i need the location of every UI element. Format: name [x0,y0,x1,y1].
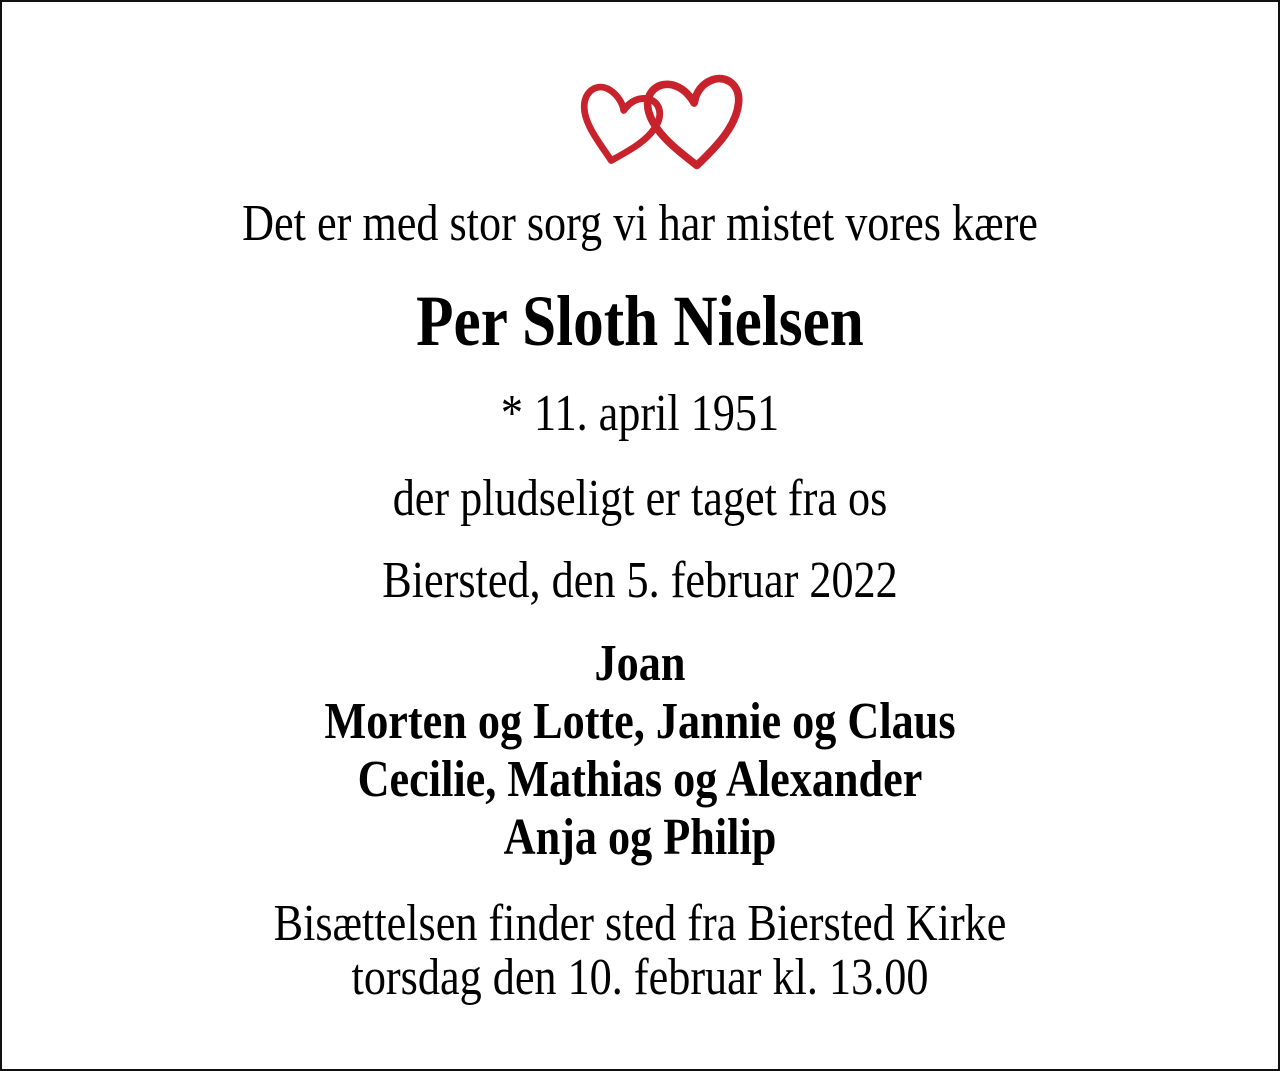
funeral-info-line: Bisættelsen finder sted fra Biersted Kirke [273,894,1007,952]
hearts-stroke-group [572,77,745,170]
intertwined-hearts-icon [562,58,762,173]
family-names-line: Anja og Philip [503,808,777,866]
circumstance-line: der pludseligt er taget fra os [392,469,888,527]
family-names-line: Cecilie, Mathias og Alexander [357,750,923,808]
family-names-line: Joan [594,634,686,692]
deceased-name: Per Sloth Nielsen [416,280,864,361]
funeral-info-block [98,894,1183,1007]
funeral-info-line: torsdag den 10. februar kl. 13.00 [351,949,929,1007]
intro-line: Det er med stor sorg vi har mistet vores kære [242,195,1038,252]
birth-date-line: * 11. april 1951 [500,385,780,443]
left-heart-lobe-overlap [622,94,663,125]
family-names-line: Morten og Lotte, Jannie og Claus [324,692,956,750]
family-names-block [98,635,1183,867]
place-date-line: Biersted, den 5. februar 2022 [382,552,898,610]
